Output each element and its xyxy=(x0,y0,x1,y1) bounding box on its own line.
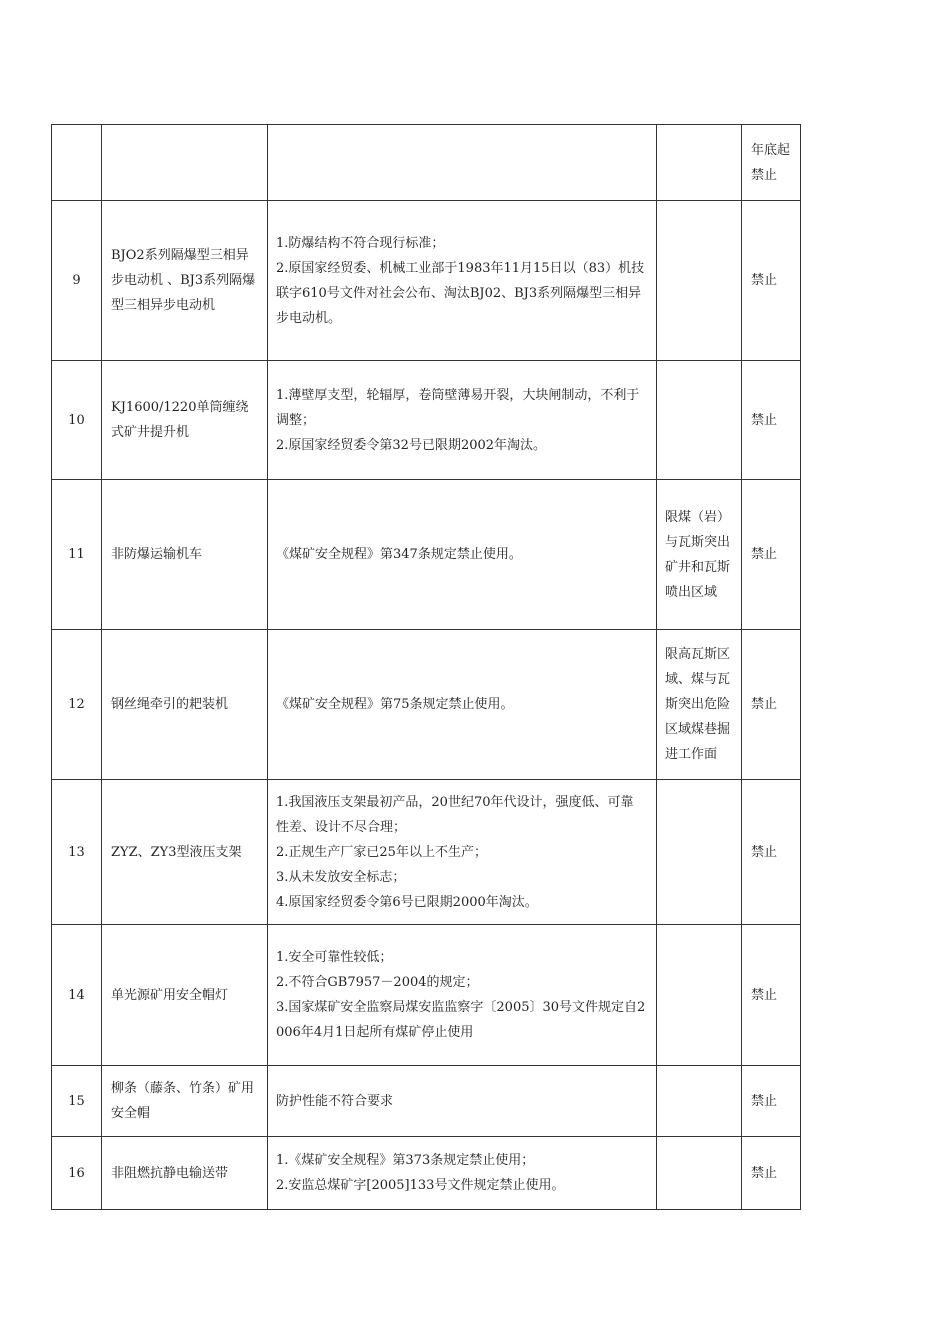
table-row xyxy=(52,480,801,630)
equipment-name: 柳条（藤条、竹条）矿用安全帽 xyxy=(102,1066,268,1137)
row-number: 12 xyxy=(52,630,102,780)
reason-line: 1.防爆结构不符合现行标准； xyxy=(276,235,445,251)
reason-line: 2.原国家经贸委令第32号已限期2002年淘汰。 xyxy=(276,437,547,453)
table-row xyxy=(52,361,801,480)
reason-line: 1.薄壁厚支型，轮辐厚，卷筒壁薄易开裂，大块闸制动，不利于调整； xyxy=(276,387,640,428)
row-number: 11 xyxy=(52,480,102,630)
reason-line: 防护性能不符合要求 xyxy=(276,1093,394,1109)
scope-cell xyxy=(657,780,742,925)
scope-cell xyxy=(657,1137,742,1210)
status-cell: 禁止 xyxy=(742,780,801,925)
reason-line: 2.正规生产厂家已25年以上不生产； xyxy=(276,844,487,860)
table-row xyxy=(52,780,801,925)
equipment-table xyxy=(51,124,801,1210)
table-row xyxy=(52,630,801,780)
reason-line: 3.从未发放安全标志； xyxy=(276,869,406,885)
row-number xyxy=(52,125,102,201)
row-number: 16 xyxy=(52,1137,102,1210)
status-cell: 禁止 xyxy=(742,925,801,1066)
scope-cell: 限高瓦斯区域、煤与瓦斯突出危险区域煤巷掘进工作面 xyxy=(657,630,742,780)
reason-cell xyxy=(268,125,657,201)
row-number: 10 xyxy=(52,361,102,480)
table-row xyxy=(52,201,801,361)
reason-cell xyxy=(268,480,657,630)
equipment-name: 非阻燃抗静电输送带 xyxy=(102,1137,268,1210)
table-row xyxy=(52,925,801,1066)
scope-cell xyxy=(657,125,742,201)
reason-line: 3.国家煤矿安全监察局煤安监监察字〔2005〕30号文件规定自2006年4月1日起所有煤矿停止使用 xyxy=(276,1000,646,1040)
scope-cell xyxy=(657,361,742,480)
reason-line: 《煤矿安全规程》第75条规定禁止使用。 xyxy=(276,697,514,712)
table-row xyxy=(52,125,801,201)
reason-cell xyxy=(268,925,657,1066)
reason-line: 2.原国家经贸委、机械工业部于1983年11月15日以（83）机技联字610号文件对社会公布、淘汰BJ02、BJ3系列隔爆型三相异步电动机。 xyxy=(276,260,645,326)
reason-cell xyxy=(268,361,657,480)
reason-line: 1.我国液压支架最初产品，20世纪70年代设计，强度低、可靠性差、设计不尽合理； xyxy=(276,794,634,835)
scope-cell: 限煤（岩）与瓦斯突出矿井和瓦斯喷出区域 xyxy=(657,480,742,630)
status-cell: 禁止 xyxy=(742,480,801,630)
equipment-name: 单光源矿用安全帽灯 xyxy=(102,925,268,1066)
reason-cell xyxy=(268,1137,657,1210)
reason-line: 4.原国家经贸委令第6号已限期2000年淘汰。 xyxy=(276,894,538,910)
reason-line: 1.《煤矿安全规程》第373条规定禁止使用； xyxy=(276,1153,535,1168)
table-row xyxy=(52,1066,801,1137)
status-cell: 禁止 xyxy=(742,630,801,780)
row-number: 9 xyxy=(52,201,102,361)
scope-cell xyxy=(657,201,742,361)
reason-cell xyxy=(268,630,657,780)
reason-cell xyxy=(268,1066,657,1137)
status-cell: 禁止 xyxy=(742,201,801,361)
status-cell: 禁止 xyxy=(742,361,801,480)
equipment-name: BJO2系列隔爆型三相异步电动机 、BJ3系列隔爆型三相异步电动机 xyxy=(102,201,268,361)
reason-line: 2.不符合GB7957－2004的规定； xyxy=(276,975,479,990)
status-cell: 禁止 xyxy=(742,1137,801,1210)
reason-line: 《煤矿安全规程》第347条规定禁止使用。 xyxy=(276,547,522,562)
equipment-name xyxy=(102,125,268,201)
row-number: 14 xyxy=(52,925,102,1066)
reason-cell xyxy=(268,780,657,925)
reason-line: 2.安监总煤矿字[2005]133号文件规定禁止使用。 xyxy=(276,1178,565,1193)
scope-cell xyxy=(657,1066,742,1137)
row-number: 15 xyxy=(52,1066,102,1137)
table-row xyxy=(52,1137,801,1210)
reason-cell xyxy=(268,201,657,361)
status-cell: 禁止 xyxy=(742,1066,801,1137)
status-cell: 年底起禁止 xyxy=(742,125,801,201)
equipment-name: 钢丝绳牵引的耙装机 xyxy=(102,630,268,780)
equipment-name: KJ1600/1220单筒缠绕式矿井提升机 xyxy=(102,361,268,480)
scope-cell xyxy=(657,925,742,1066)
reason-line: 1.安全可靠性较低； xyxy=(276,950,393,965)
equipment-name: 非防爆运输机车 xyxy=(102,480,268,630)
row-number: 13 xyxy=(52,780,102,925)
equipment-name: ZYZ、ZY3型液压支架 xyxy=(102,780,268,925)
